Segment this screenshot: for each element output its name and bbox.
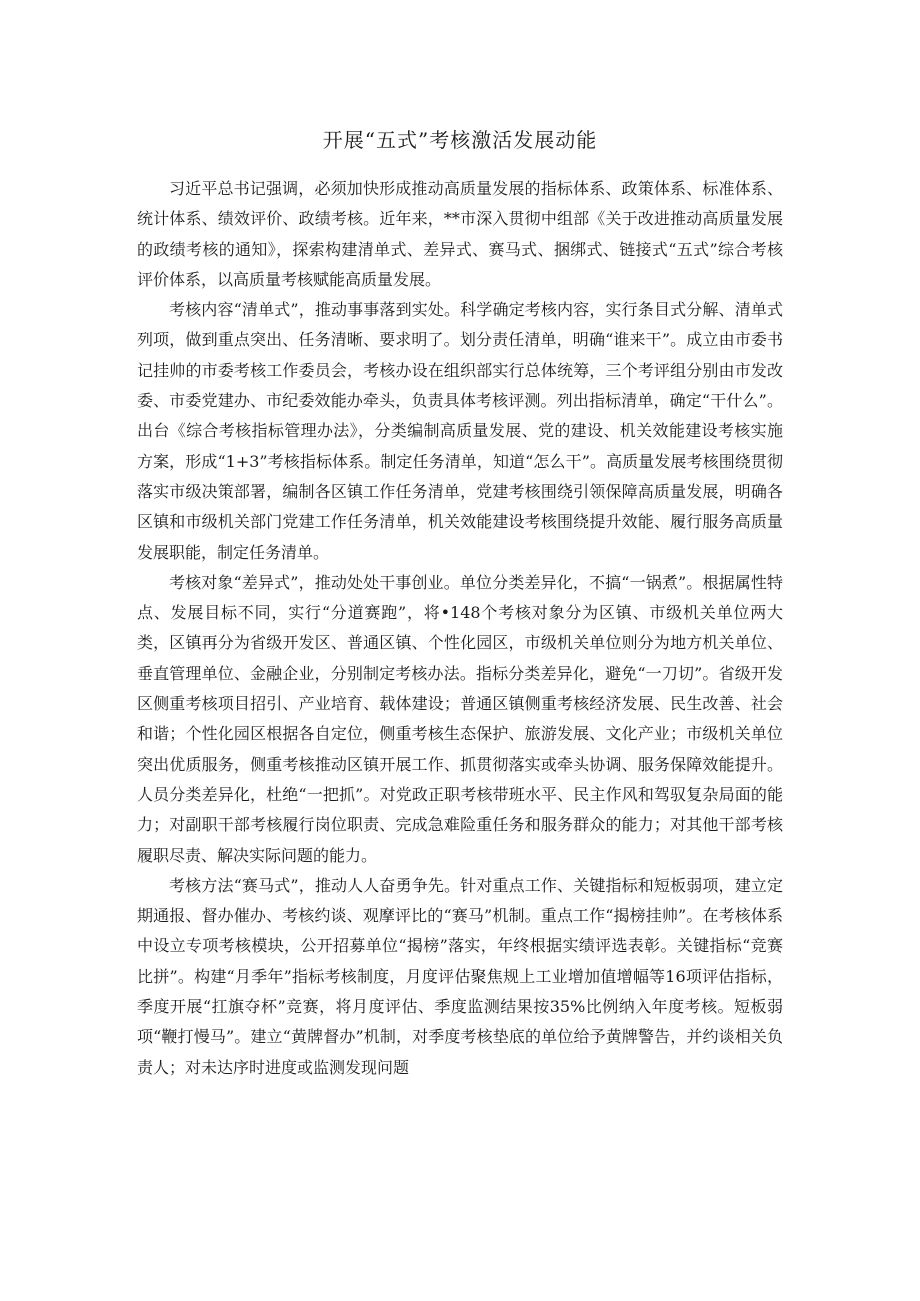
paragraph-horse-race-style: 考核方法“赛马式”，推动人人奋勇争先。针对重点工作、关键指标和短板弱项，建立定期通报、督办催办、考核约谈、观摩评比的“赛马”机制。重点工作“揭榜挂帅”。在考核体系中设立专项考核模块，公开招募单位“揭榜”落实，年终根据实绩评选表彰。关键指标“竞赛比拼”。构建“月季年”指标考核制度，月度评估聚焦规上工业增加值增幅等16项评估指标，季度开展“扛旗夺杯”竞赛，将月度评估、季度监测结果按35%比例纳入年度考核。短板弱项“鞭打慢马”。建立“黄牌督办”机制，对季度考核垫底的单位给予黄牌警告，并约谈相关负责人；对未达序时进度或监测发现问题 — [137, 875, 783, 1077]
document-body — [137, 174, 783, 1083]
paragraph-checklist-style: 考核内容“清单式”，推动事事落到实处。科学确定考核内容，实行条目式分解、清单式列项，做到重点突出、任务清晰、要求明了。划分责任清单，明确“谁来干”。成立由市委书记挂帅的市委考核工作委员会，考核办设在组织部实行总体统筹，三个考评组分别由市发改委、市委党建办、市纪委效能办牵头，负责具体考核评测。列出指标清单，确定“干什么”。出台《综合考核指标管理办法》，分类编制高质量发展、党的建设、机关效能建设考核实施方案，形成“1+3”考核指标体系。制定任务清单，知道“怎么干”。高质量发展考核围绕贯彻落实市级决策部署，编制各区镇工作任务清单，党建考核围绕引领保障高质量发展，明确各区镇和市级机关部门党建工作任务清单，机关效能建设考核围绕提升效能、履行服务高质量发展职能，制定任务清单。 — [137, 300, 783, 562]
paragraph-intro: 习近平总书记强调，必须加快形成推动高质量发展的指标体系、政策体系、标准体系、统计体系、绩效评价、政绩考核。近年来，**市深入贯彻中组部《关于改进推动高质量发展的政绩考核的通知》，探索构建清单式、差异式、赛马式、捆绑式、链接式“五式”综合考核评价体系，以高质量考核赋能高质量发展。 — [137, 179, 783, 289]
paragraph-differential-style: 考核对象“差异式”，推动处处干事创业。单位分类差异化，不搞“一锅煮”。根据属性特点、发展目标不同，实行“分道赛跑”，将•148个考核对象分为区镇、市级机关单位两大类，区镇再分为省级开发区、普通区镇、个性化园区，市级机关单位则分为地方机关单位、垂直管理单位、金融企业，分别制定考核办法。指标分类差异化，避免“一刀切”。省级开发区侧重考核项目招引、产业培育、载体建设；普通区镇侧重考核经济发展、民生改善、社会和谐；个性化园区根据各自定位，侧重考核生态保护、旅游发展、文化产业；市级机关单位突出优质服务，侧重考核推动区镇开展工作、抓贯彻落实或牵头协调、服务保障效能提升。人员分类差异化，杜绝“一把抓”。对党政正职考核带班水平、民主作风和驾驭复杂局面的能力；对副职干部考核履行岗位职责、完成急难险重任务和服务群众的能力；对其他干部考核履职尽责、解决实际问题的能力。 — [137, 572, 783, 865]
document-title: 开展“五式”考核激活发展动能 — [322, 128, 598, 152]
